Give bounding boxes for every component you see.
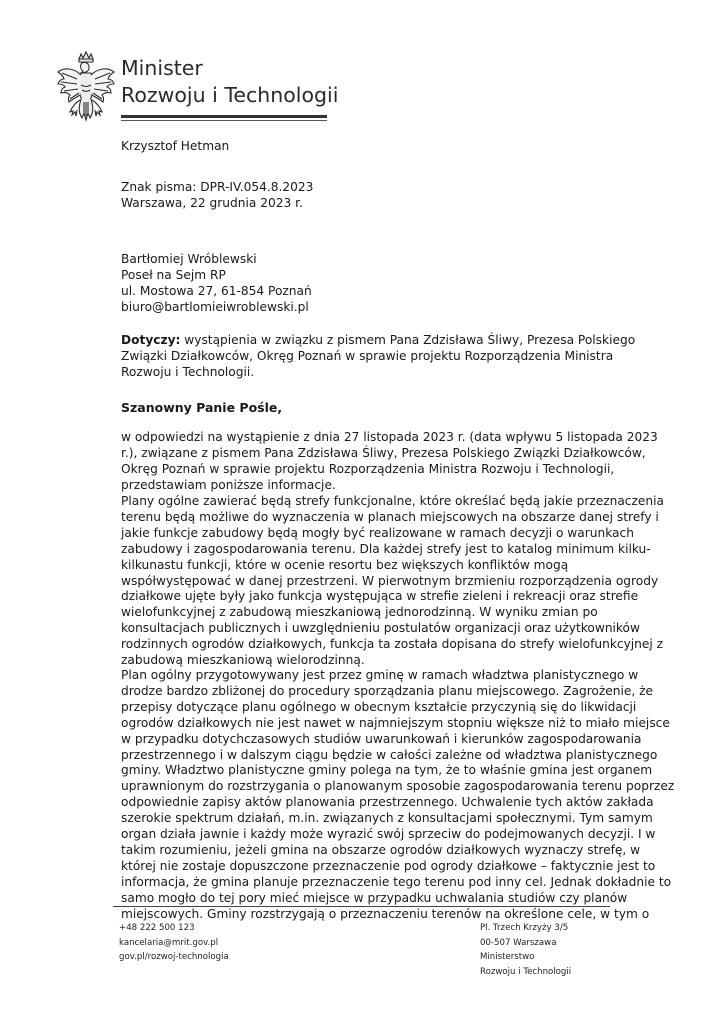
paragraph-line: kilkunastu funkcji, które w ocenie resortu bez większych konfliktów mogą xyxy=(121,557,569,572)
signer-name: Krzysztof Hetman xyxy=(121,139,230,153)
recipient-title: Poseł na Sejm RP xyxy=(121,267,226,282)
paragraph-3 xyxy=(121,668,674,923)
footer-address-line3: Ministerstwo xyxy=(480,952,535,962)
paragraph-line: samo mogło do tej pory mieć miejsce w przypadku uchwalania studiów czy planów xyxy=(121,890,628,905)
paragraph-line: w odpowiedzi na wystąpienie z dnia 27 listopada 2023 r. (data wpływu 5 listopada 2023 xyxy=(121,430,658,444)
paragraph-2 xyxy=(121,494,664,669)
footer-divider xyxy=(113,906,610,907)
paragraph-line: ogrodów działkowych nie jest nawet w najmniejszym stopniu większe niż to miało miejsce xyxy=(121,715,670,730)
ministry-name-line2: Rozwoju i Technologii xyxy=(121,83,339,107)
paragraph-line: Plan ogólny przygotowywany jest przez gminę w ramach władztwa planistycznego w xyxy=(121,668,639,682)
subject-label: Dotyczy: xyxy=(121,333,181,347)
paragraph-line: w przypadku dotychczasowych studiów uwarunkowań i kierunków zagospodarowania xyxy=(121,731,642,746)
paragraph-line: r.), związane z pismem Pana Zdzisława Śliwy, Prezesa Polskiego Związki Działkowców, xyxy=(121,445,646,460)
footer-address-line2: 00-507 Warszawa xyxy=(480,937,557,948)
paragraph-line: informacja, że gmina planuje przeznaczenie tego terenu pod inny cel. Jednak dokładnie to xyxy=(121,874,672,889)
paragraph-line: takim rozumieniu, jeżeli gmina na obszarze ogrodów działkowych wyznaczy strefę, w xyxy=(121,842,641,857)
paragraph-line: współwystępować w danej przestrzeni. W pierwotnym brzmieniu rozporządzenia ogrody xyxy=(121,573,659,588)
paragraph-line: Okręg Poznań w sprawie projektu Rozporządzenia Ministra Rozwoju i Technologii, xyxy=(121,461,615,476)
recipient-email: biuro@bartlomieiwroblewski.pl xyxy=(121,299,309,314)
paragraph-1 xyxy=(121,430,658,494)
footer-contact xyxy=(119,921,229,965)
place-date: Warszawa, 22 grudnia 2023 r. xyxy=(121,195,303,210)
subject-line-1 xyxy=(121,333,635,349)
footer-address xyxy=(480,921,571,979)
subject-block xyxy=(121,333,635,381)
paragraph-line: przedstawiam poniższe informacje. xyxy=(121,477,336,492)
footer-email: kancelaria@mrit.gov.pl xyxy=(119,937,219,948)
paragraph-line: zabudowy i zagospodarowania terenu. Dla każdej strefy jest to katalog minimum kilku- xyxy=(121,541,651,556)
paragraph-line: terenu będą możliwe do wyznaczenia w planach miejscowych na obszarze danej strefy i xyxy=(121,509,659,524)
ministry-name-line1: Minister xyxy=(121,56,203,80)
footer-address-line4: Rozwoju i Technologii xyxy=(480,966,572,977)
subject-line-3: Rozwoju i Technologii. xyxy=(121,364,255,379)
footer-website: gov.pl/rozwoj-technologia xyxy=(119,952,229,962)
recipient-block xyxy=(121,252,312,316)
footer-phone: +48 222 500 123 xyxy=(119,923,195,933)
paragraph-line: odpowiednie zapisy aktów planowania przestrzennego. Uchwalenie tych aktów zakłada xyxy=(121,795,654,810)
subject-text-1: wystąpienia w związku z pismem Pana Zdzisława Śliwy, Prezesa Polskiego xyxy=(184,333,636,347)
footer-address-line1: Pl. Trzech Krzyży 3/5 xyxy=(480,923,569,933)
ministry-name xyxy=(121,55,338,109)
header-divider-thin xyxy=(121,120,327,121)
polish-eagle-emblem-icon xyxy=(52,50,120,130)
greeting: Szanowny Panie Pośle, xyxy=(121,400,283,415)
paragraph-line: uprawnionym do rozstrzygania o planowanym sposobie zagospodarowania terenu poprzez xyxy=(121,779,675,794)
paragraph-line: rodzinnych ogrodów działkowych, funkcja ta została dopisana do strefy wielofunkcyjnej z xyxy=(121,637,664,652)
paragraph-line: działkowe ujęte były jako funkcja występująca w strefie zieleni i rekreacji oraz strefie xyxy=(121,589,639,604)
paragraph-line: której nie zostaje dopuszczone przeznaczenie pod ogrody działkowe – faktycznie jest to xyxy=(121,858,656,873)
paragraph-line: przestrzennego i w dalszym ciągu będzie w całości zależne od władztwa planistycznego xyxy=(121,747,658,762)
paragraph-line: miejscowych. Gminy rozstrzygają o przeznaczeniu terenów na określone cele, w tym o xyxy=(121,906,650,921)
case-number: Znak pisma: DPR-IV.054.8.2023 xyxy=(121,180,314,194)
paragraph-line: Plany ogólne zawierać będą strefy funkcjonalne, które określać będą jakie przeznaczenia xyxy=(121,494,664,508)
paragraph-line: jakie funkcje zabudowy będą mogły być realizowane w ramach decyzji o warunkach xyxy=(121,525,634,540)
paragraph-line: szerokie spektrum działań, m.in. związanych z konsultacjami społecznymi. Tym samym xyxy=(121,811,653,826)
paragraph-line: gminy. Władztwo planistyczne gminy polega na tym, że to właśnie gmina jest organem xyxy=(121,763,653,778)
paragraph-line: wielofunkcyjnej z zabudową mieszkaniową jednorodzinną. W wyniku zmian po xyxy=(121,605,598,620)
paragraph-line: organ działa jawnie i każdy może wyrazić swój sprzeciw do podejmowanych decyzji. I w xyxy=(121,827,656,842)
recipient-address: ul. Mostowa 27, 61-854 Poznań xyxy=(121,283,312,298)
subject-line-2: Związki Działkowców, Okręg Poznań w sprawie projektu Rozporządzenia Ministra xyxy=(121,348,614,363)
paragraph-line: zabudową mieszkaniową wielorodzinną. xyxy=(121,653,365,668)
reference-block xyxy=(121,180,313,212)
paragraph-line: konsultacjach publicznych i uwzględnieniu postulatów organizacji oraz użytkowników xyxy=(121,621,640,636)
header-divider-thick xyxy=(121,115,327,118)
paragraph-line: przepisy dotyczące planu ogólnego w obecnym kształcie przyczynią się do likwidacji xyxy=(121,699,637,714)
recipient-name: Bartłomiej Wróblewski xyxy=(121,252,257,266)
paragraph-line: drodze bardzo zbliżonej do procedury sporządzania planu miejscowego. Zagrożenie, że xyxy=(121,683,654,698)
